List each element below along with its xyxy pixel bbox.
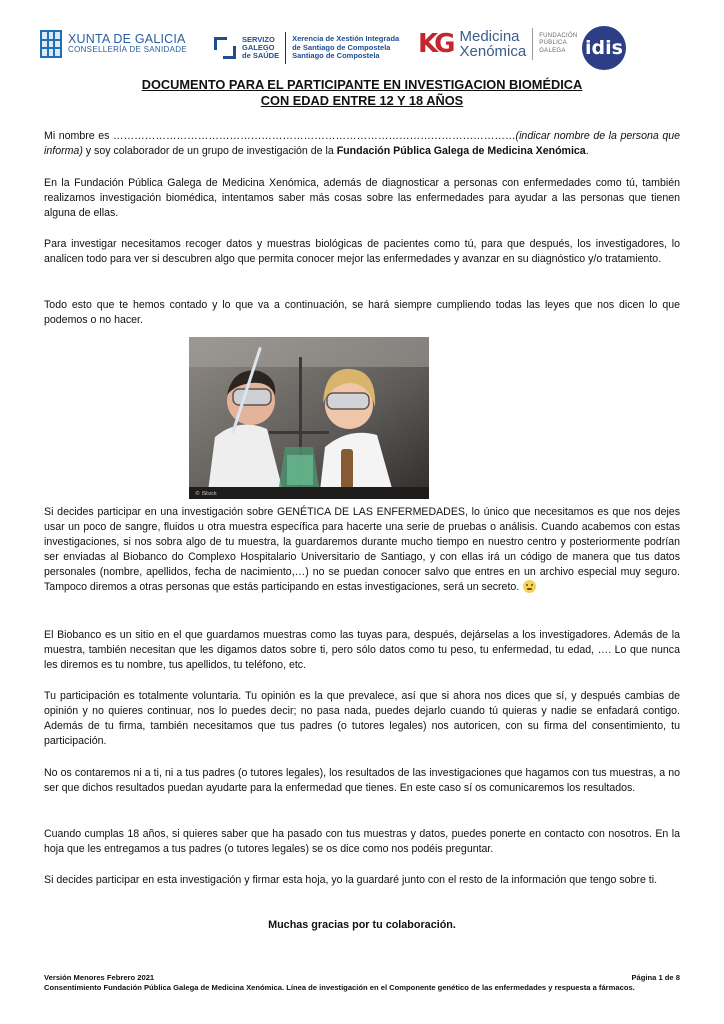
photo-credit: © iStock — [195, 491, 217, 497]
paragraph-4 — [44, 505, 680, 595]
collab-suffix: . — [585, 145, 589, 157]
footer-consent: Consentimiento Fundación Pública Galega de Medicina Xenómica. Línea de investigación en el Componente genético de las enfermedades y respuesta a fármacos. — [44, 983, 635, 992]
fpgmx-mark-icon: KG — [418, 29, 452, 59]
title-line-2: CON EDAD ENTRE 12 Y 18 AÑOS — [260, 93, 464, 108]
xunta-name: XUNTA DE GALICIA — [68, 32, 186, 47]
paragraph-5: El Biobanco es un sitio en el que guardamos muestras como las tuyas para, después, dejárselas a los investigadores. Además de la muestra, también necesitan que les digamos datos sobre ti, pero sólo datos como tu peso, tu enfermedad, tu edad, …. Lo que nunca les diremos es tu nombre, tus apellidos, tu teléfono, etc. — [44, 629, 680, 671]
fpgmx-s2: PÚBLICA — [539, 40, 567, 47]
name-prefix: Mi nombre es — [44, 130, 113, 142]
name-hint: (indicar nombre de la persona que informa) — [44, 130, 681, 157]
paragraph-2: Para investigar necesitamos recoger datos y muestras biológicas de pacientes como tú, para que después, los investigadores, lo analicen todo para ver si descubren algo que permita conocer mejor las enfermedades y avanzar en su diagnóstico y/o tratamiento. — [44, 238, 680, 265]
paragraph-6: Tu participación es totalmente voluntaria. Tu opinión es la que prevalece, así que si ahora nos dices que sí, y después cambias de opinión y no quieres continuar, nos lo puedes decir; no pasa nada, puedes dejarlo cuando tú quieras y nadie se enfadará contigo. Además de tu firma, también necesitamos que tus padres (o tutores legales) nos autoricen, con su firma del consentimiento, tu participación. — [44, 690, 680, 747]
collab-prefix: y soy colaborador de un grupo de investigación de la — [82, 145, 337, 157]
sergas-mark-icon — [212, 35, 238, 61]
xunta-logo — [40, 30, 187, 58]
xunta-dept: CONSELLERÍA DE SANIDADE — [68, 45, 187, 55]
participant-intro — [44, 129, 680, 159]
sergas-r2: de Santiago de Compostela — [292, 42, 391, 52]
paragraph-9: Si decides participar en esta investigación y firmar esta hoja, yo la guardaré junto con el resto de la información que tengo sobre ti. — [44, 874, 658, 886]
title-line-1: DOCUMENTO PARA EL PARTICIPANTE EN INVESTIGACION BIOMÉDICA — [141, 77, 583, 92]
paragraph-4-text: Si decides participar en una investigación sobre GENÉTICA DE LAS ENFERMEDADES, lo único que necesitamos es que nos dejes usar un poco de sangre, fluidos u otra muestra específica para hacerte una serie de pruebas o análisis. Cuando acabemos con estas investigaciones, si nos sobra algo de tu muestra, la guardaremos durante mucho tiempo en nuestro centro y posteriormente podrían ser enviadas al Biobanco do Complexo Hospitalario Universitario de Santiago, y con ellas irá un código de manera que tus datos personales (nombre, apellidos, fecha de nacimiento,…) no se puedan conocer salvo que entres en un archivo especial muy seguro. Tampoco diremos a otras personas que estás participando en estas investigaciones, será un secreto. — [44, 506, 680, 593]
idis-name: idis — [582, 26, 626, 70]
fpgmx-s1: FUNDACIÓN — [539, 33, 578, 40]
header-logos — [40, 26, 690, 72]
thanks-line: Muchas gracias por tu colaboración. — [268, 919, 456, 931]
sergas-l3: de SAÚDE — [242, 50, 280, 60]
sergas-r1: Xerencia de Xestión Integrada — [292, 34, 400, 44]
fpgmx-s3: GALEGA — [539, 47, 566, 54]
footer-page-number: Página 1 de 8 — [631, 973, 680, 982]
shh-emoji-icon — [523, 580, 536, 593]
students-in-lab-photo — [189, 337, 429, 499]
document-title — [0, 77, 724, 109]
fpgmx-l2: Xenómica — [459, 43, 527, 60]
xunta-flag-icon — [40, 30, 62, 58]
idis-logo — [582, 26, 626, 70]
paragraph-3: Todo esto que te hemos contado y lo que va a continuación, se hará siempre cumpliendo todas las leyes que nos dicen lo que podemos o no hacer. — [44, 299, 680, 326]
sergas-logo — [212, 32, 399, 64]
fpgmx-l1: Medicina — [459, 28, 520, 45]
fpgmx-logo — [418, 28, 578, 60]
footer-top — [44, 973, 680, 983]
paragraph-7: No os contaremos ni a ti, ni a tus padres (o tutores legales), los resultados de las investigaciones que hagamos con tus muestras, a no ser que dichos resultados puedan ayudarte para la enfermedad que tienes. En este caso sí os comunicaremos los resultados. — [44, 767, 680, 794]
name-blank-field[interactable]: …………………………………………………………………………………………………… — [112, 130, 516, 142]
sergas-l2: GALEGO — [242, 43, 275, 53]
paragraph-8: Cuando cumplas 18 años, si quieres saber que ha pasado con tus muestras y datos, puedes ponerte en contacto con nosotros. En la hoja que les entregamos a tus padres (o tutores legales) se os dice como nos podéis preguntar. — [44, 828, 680, 855]
sergas-r3: Santiago de Compostela — [292, 51, 380, 61]
collab-org: Fundación Pública Galega de Medicina Xenómica — [336, 145, 586, 157]
paragraph-1: En la Fundación Pública Galega de Medicina Xenómica, además de diagnosticar a personas con enfermedades como tú, también realizamos investigación biomédica, intentamos saber más cosas sobre las enfermedades para ayudar a las personas que tienen alguna de ellas. — [44, 177, 680, 219]
sergas-l1: SERVIZO — [242, 35, 275, 45]
footer-version: Versión Menores Febrero 2021 — [44, 973, 155, 982]
